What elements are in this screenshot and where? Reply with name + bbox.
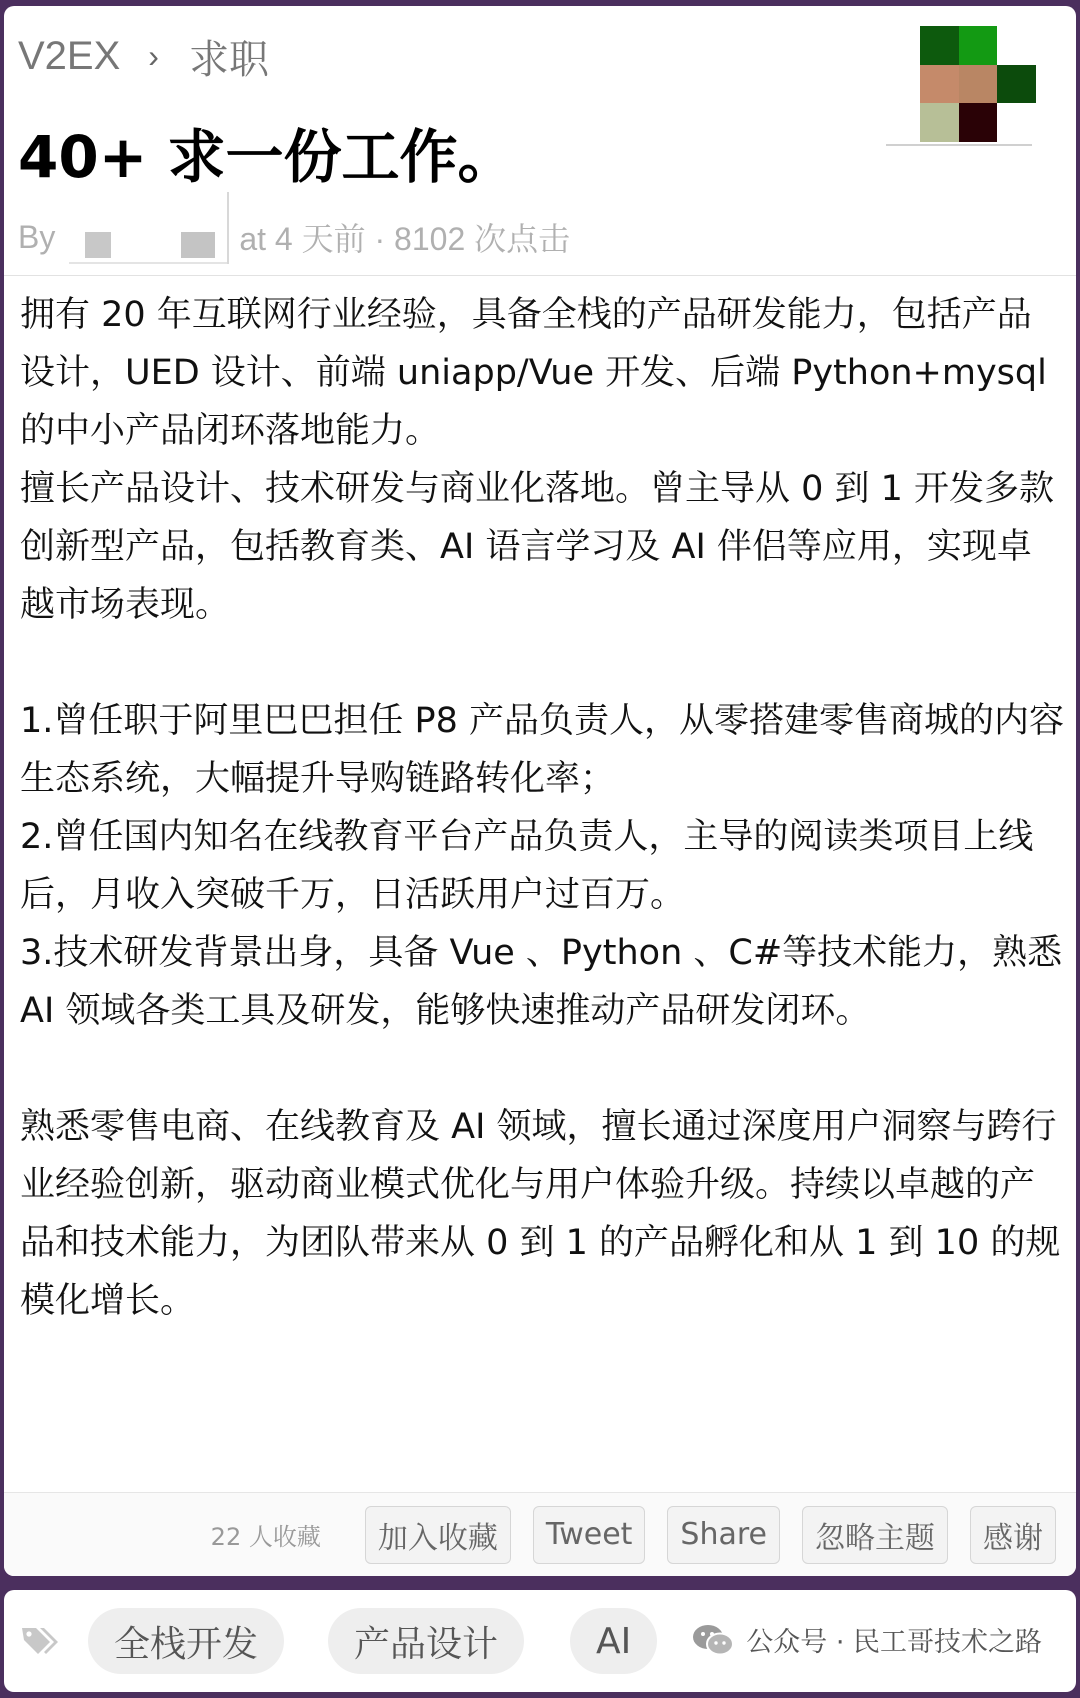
content-paragraph: 拥有 20 年互联网行业经验，具备全栈的产品研发能力，包括产品设计，UED 设计、前端 uniapp/Vue 开发、后端 Python+mysql 的中小产品闭环落地能力。 bbox=[20, 295, 1059, 451]
tag-fullstack[interactable]: 全栈开发 bbox=[88, 1608, 284, 1674]
tag-ai[interactable]: AI bbox=[570, 1608, 657, 1674]
avatar-pixel bbox=[997, 65, 1036, 104]
topic-meta bbox=[18, 210, 570, 264]
topic-title: 40+ 求一份工作。 bbox=[18, 123, 516, 191]
add-favorite-button[interactable]: 加入收藏 bbox=[365, 1506, 511, 1564]
watermark bbox=[692, 1620, 1042, 1659]
thanks-button[interactable]: 感谢 bbox=[970, 1506, 1056, 1564]
avatar-underline bbox=[886, 144, 1032, 146]
content-paragraph: 3.技术研发背景出身，具备 Vue 、Python 、C#等技术能力，熟悉 AI 领域各类工具及研发，能够快速推动产品研发闭环。 bbox=[20, 933, 1074, 1031]
author-name-redacted[interactable] bbox=[69, 210, 229, 264]
topic-header bbox=[4, 6, 1076, 276]
avatar-pixel bbox=[920, 65, 959, 104]
avatar-pixel bbox=[959, 103, 998, 142]
avatar-pixel bbox=[997, 103, 1036, 142]
avatar-pixel bbox=[959, 26, 998, 65]
content-paragraph: 2.曾任国内知名在线教育平台产品负责人，主导的阅读类项目上线后，月收入突破千万，日活跃用户过百万。 bbox=[20, 817, 1034, 915]
favorite-count: 22 人收藏 bbox=[210, 1523, 321, 1551]
topic-actions-bar bbox=[4, 1492, 1076, 1576]
breadcrumb-node-link[interactable]: 求职 bbox=[188, 38, 269, 82]
tweet-button[interactable]: Tweet bbox=[533, 1506, 646, 1564]
avatar-pixel bbox=[997, 26, 1036, 65]
tags-card bbox=[4, 1590, 1076, 1692]
watermark-text: 公众号 · 民工哥技术之路 bbox=[746, 1627, 1042, 1658]
tag-product-design[interactable]: 产品设计 bbox=[328, 1608, 524, 1674]
tag-icon bbox=[20, 1624, 64, 1660]
topic-card bbox=[4, 6, 1076, 1576]
content-paragraph: 1.曾任职于阿里巴巴担任 P8 产品负责人，从零搭建零售商城的内容生态系统，大幅提升导购链路转化率； bbox=[20, 701, 1065, 799]
topic-content bbox=[20, 286, 1074, 1330]
avatar-pixel bbox=[959, 65, 998, 104]
breadcrumb-separator: › bbox=[148, 38, 159, 74]
avatar-pixel bbox=[920, 103, 959, 142]
author-avatar[interactable] bbox=[920, 26, 1036, 142]
topic-time-views: at 4 天前 · 8102 次点击 bbox=[239, 221, 571, 257]
author-by-label: By bbox=[18, 218, 56, 255]
content-paragraph: 熟悉零售电商、在线教育及 AI 领域，擅长通过深度用户洞察与跨行业经验创新，驱动商业模式优化与用户体验升级。持续以卓越的产品和技术能力，为团队带来从 0 到 1 的产品孵化和从 1 到 10 的规模化增长。 bbox=[20, 1107, 1061, 1321]
ignore-topic-button[interactable]: 忽略主题 bbox=[802, 1506, 948, 1564]
breadcrumb-site-link[interactable]: V2EX bbox=[18, 34, 121, 78]
avatar-pixel bbox=[920, 26, 959, 65]
breadcrumb bbox=[18, 28, 269, 85]
share-button[interactable]: Share bbox=[667, 1506, 780, 1564]
wechat-icon bbox=[692, 1623, 734, 1657]
content-paragraph: 擅长产品设计、技术研发与商业化落地。曾主导从 0 到 1 开发多款创新型产品，包括教育类、AI 语言学习及 AI 伴侣等应用，实现卓越市场表现。 bbox=[20, 469, 1055, 625]
